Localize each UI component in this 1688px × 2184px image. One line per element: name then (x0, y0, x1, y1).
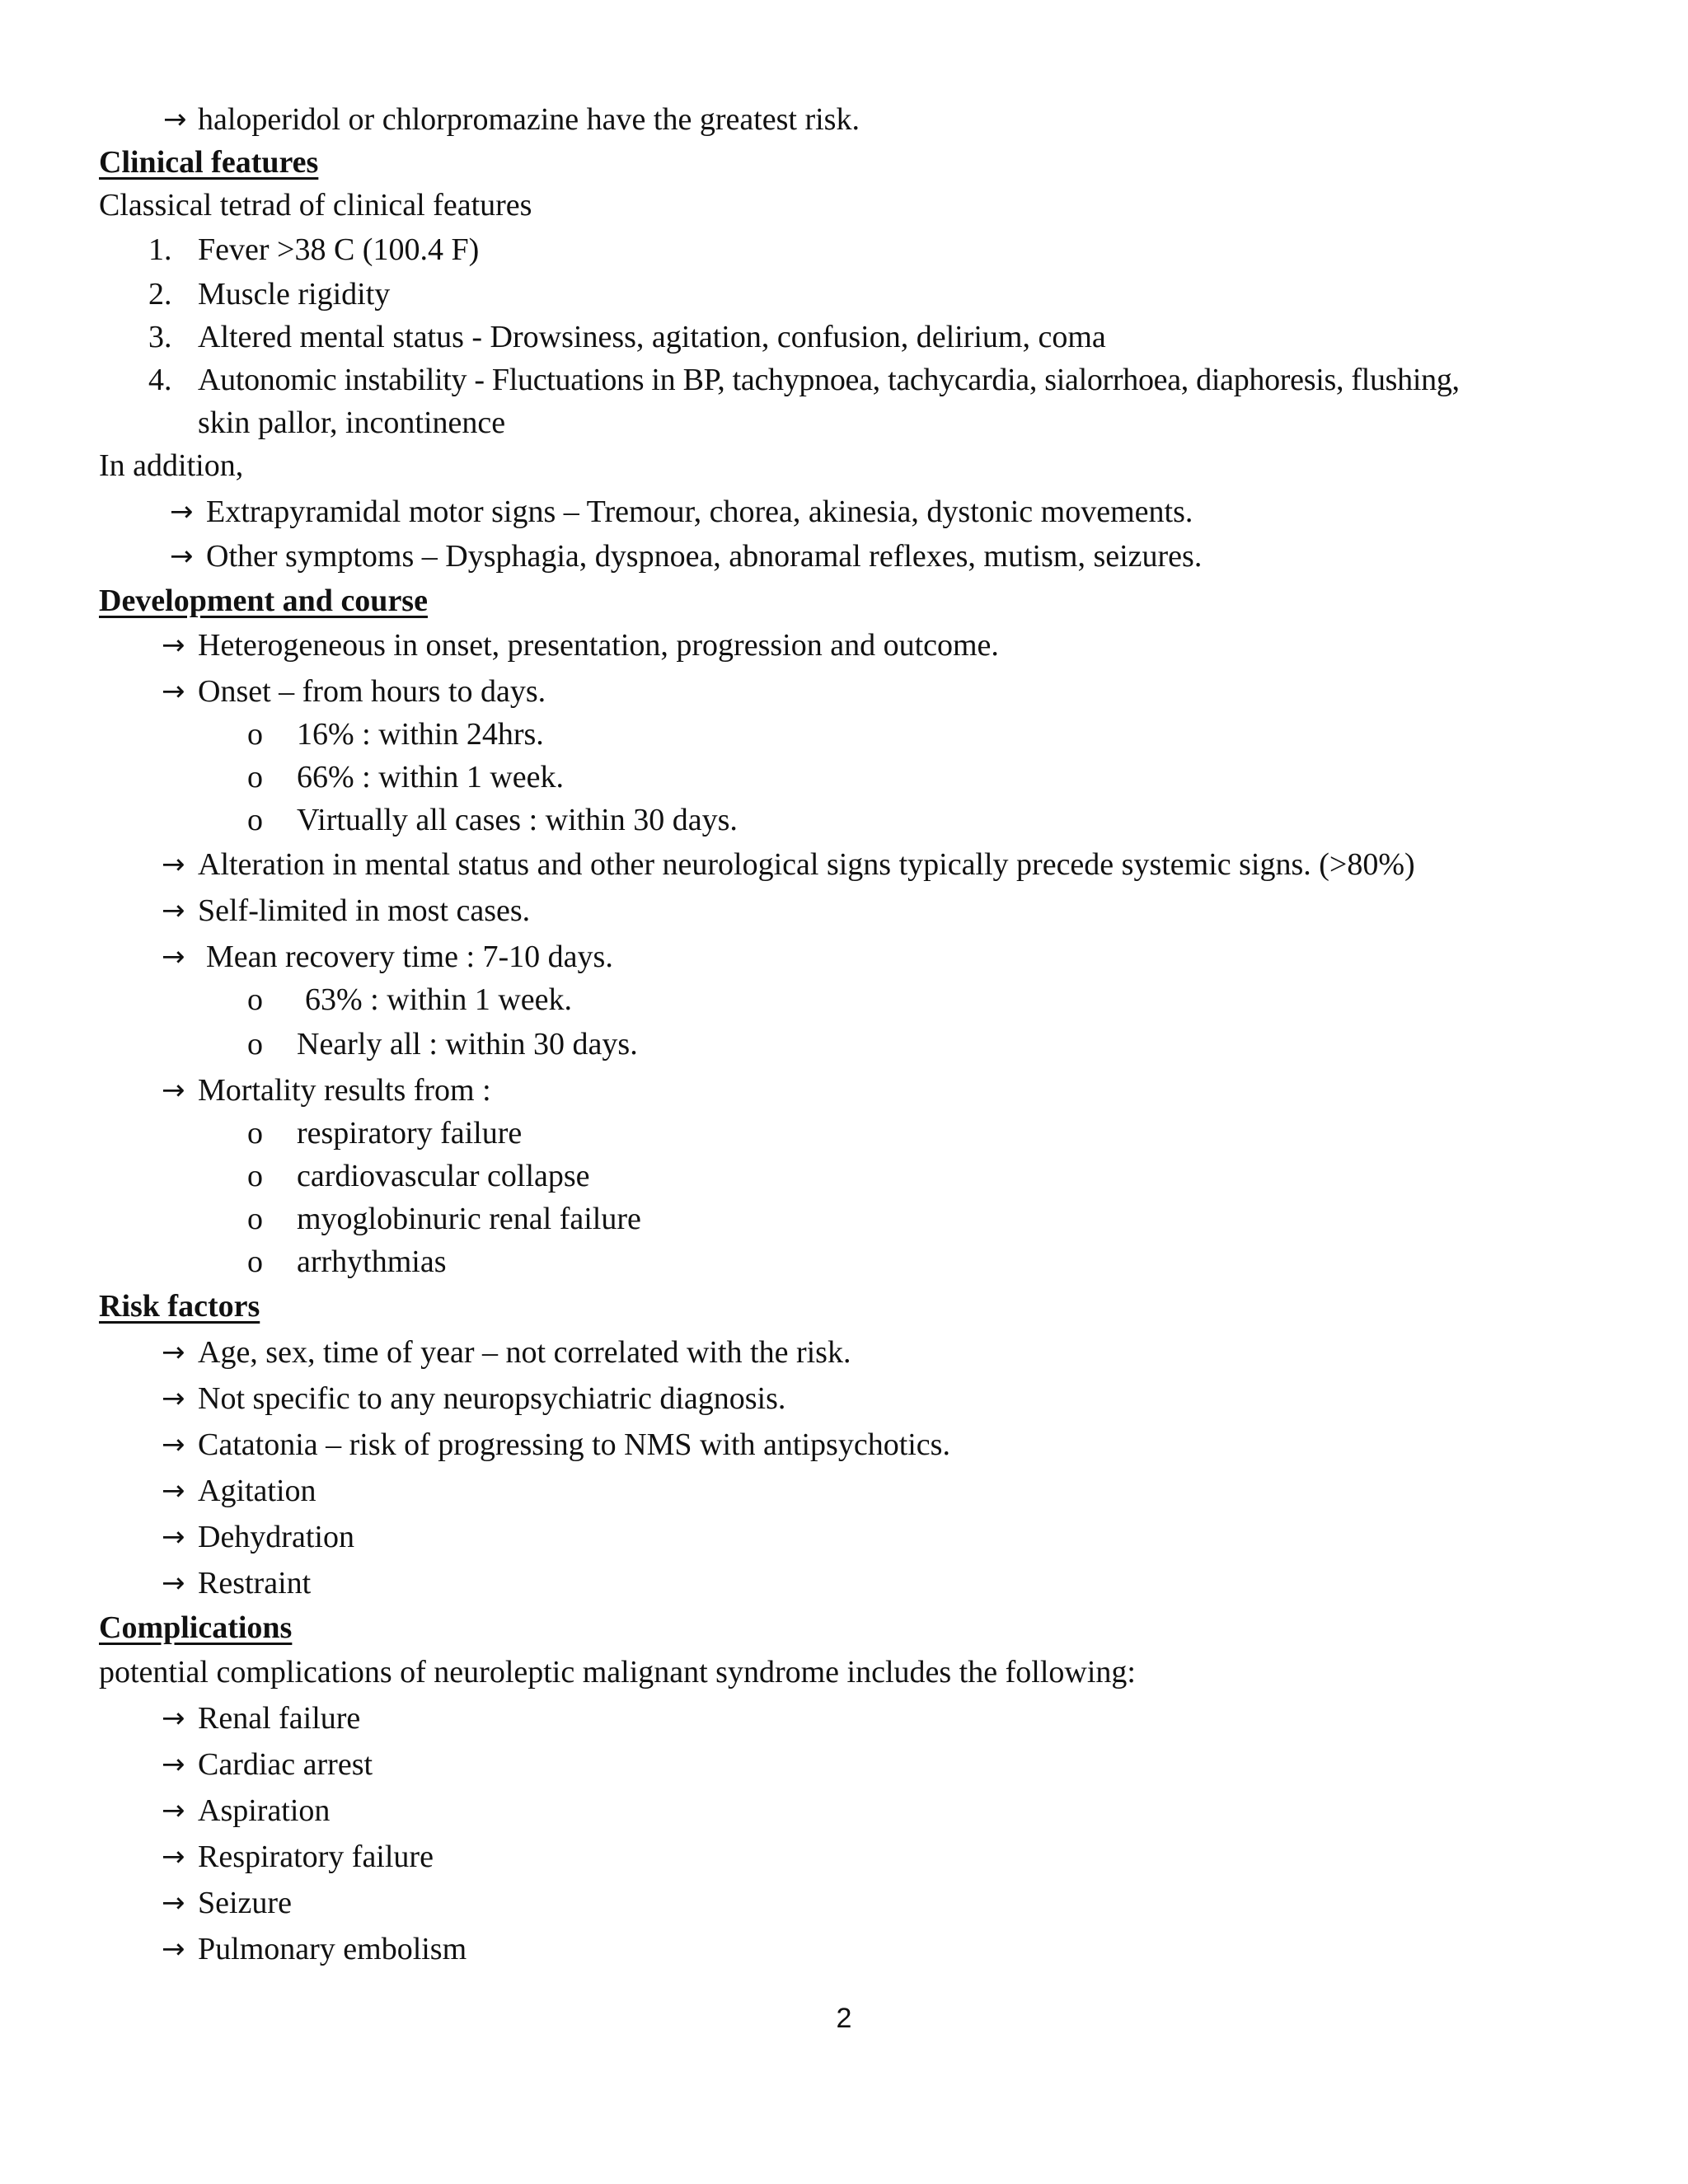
arrow-icon: → (163, 103, 187, 136)
arrow-icon: → (170, 495, 194, 528)
list-item-text: Mortality results from : (198, 1073, 491, 1108)
arrow-icon: → (162, 1886, 185, 1919)
list-item-text: Heterogeneous in onset, presentation, progression and outcome. (198, 628, 999, 663)
item-text: Fever >38 C (100.4 F) (198, 232, 480, 267)
item-number: 4. (148, 363, 172, 397)
arrow-icon: → (162, 1521, 185, 1554)
arrow-icon: → (170, 540, 194, 573)
section-intro: potential complications of neuroleptic malignant syndrome includes the following: (99, 1655, 1136, 1690)
sub-item-text: cardiovascular collapse (297, 1159, 590, 1193)
list-item-text: Pulmonary embolism (198, 1932, 467, 1966)
arrow-icon: → (162, 1474, 185, 1507)
arrow-icon: → (162, 1748, 185, 1781)
section-intro: Classical tetrad of clinical features (99, 188, 532, 223)
arrow-icon: → (162, 1074, 185, 1107)
sub-item-text: respiratory failure (297, 1116, 523, 1151)
list-item-text: Not specific to any neuropsychiatric diagnosis. (198, 1381, 786, 1416)
bullet-marker: o (247, 982, 263, 1017)
list-item-text: Catatonia – risk of progressing to NMS with antipsychotics. (198, 1427, 950, 1462)
list-item-text: Onset – from hours to days. (198, 674, 546, 709)
item-text: Autonomic instability - Fluctuations in BP, tachypnoea, tachycardia, sialorrhoea, diaphoresis, flushing, (198, 363, 1460, 397)
section-heading-development: Development and course (99, 583, 428, 618)
sub-item-text: myoglobinuric renal failure (297, 1202, 641, 1236)
bullet-marker: o (247, 1159, 263, 1193)
item-text: Muscle rigidity (198, 277, 391, 312)
arrow-icon: → (162, 1702, 185, 1735)
page-number: 2 (836, 2003, 852, 2034)
list-item-text: Extrapyramidal motor signs – Tremour, chorea, akinesia, dystonic movements. (206, 494, 1193, 529)
bullet-marker: o (247, 1244, 263, 1279)
list-item-text: Self-limited in most cases. (198, 893, 531, 928)
sub-item-text: 66% : within 1 week. (297, 760, 565, 794)
arrow-icon: → (162, 1382, 185, 1415)
bullet-marker: o (247, 1202, 263, 1236)
list-item-text: Dehydration (198, 1520, 354, 1554)
list-item-text: Cardiac arrest (198, 1747, 373, 1782)
arrow-icon: → (162, 629, 185, 662)
item-text: Altered mental status - Drowsiness, agitation, confusion, delirium, coma (198, 320, 1106, 354)
sub-item-text: arrhythmias (297, 1244, 447, 1279)
arrow-icon: → (162, 675, 185, 708)
sub-item-text: 63% : within 1 week. (305, 982, 573, 1017)
section-heading-complications: Complications (99, 1610, 293, 1645)
sub-item-text: Virtually all cases : within 30 days. (297, 803, 738, 837)
item-text-continuation: skin pallor, incontinence (198, 405, 506, 440)
sub-item-text: Nearly all : within 30 days. (297, 1027, 638, 1062)
list-item-text: Agitation (198, 1474, 316, 1508)
bullet-marker: o (247, 1116, 263, 1151)
arrow-icon: → (162, 1794, 185, 1827)
arrow-icon: → (162, 1933, 185, 1966)
list-item-text: Mean recovery time : 7-10 days. (206, 940, 613, 974)
arrow-icon: → (162, 848, 185, 881)
item-number: 1. (148, 232, 172, 267)
arrow-icon: → (162, 894, 185, 927)
list-item-text: Seizure (198, 1886, 292, 1920)
arrow-icon: → (162, 1840, 185, 1873)
arrow-icon: → (162, 940, 185, 973)
item-number: 3. (148, 320, 172, 354)
addition-label: In addition, (99, 448, 244, 483)
bullet-marker: o (247, 803, 263, 837)
list-item-text: Age, sex, time of year – not correlated with the risk. (198, 1335, 851, 1370)
arrow-icon: → (162, 1428, 185, 1461)
list-item-text: Respiratory failure (198, 1840, 434, 1874)
sub-item-text: 16% : within 24hrs. (297, 717, 544, 752)
bullet-marker: o (247, 717, 263, 752)
item-number: 2. (148, 277, 172, 312)
section-heading-clinical: Clinical features (99, 145, 319, 180)
list-item-text: Alteration in mental status and other neurological signs typically precede systemic signs. (>80%) (198, 847, 1415, 882)
list-item-text: Other symptoms – Dysphagia, dyspnoea, abnoramal reflexes, mutism, seizures. (206, 539, 1203, 574)
bullet-marker: o (247, 760, 263, 794)
list-item-text: Renal failure (198, 1701, 361, 1736)
list-item-text: Aspiration (198, 1793, 331, 1828)
arrow-icon: → (162, 1567, 185, 1600)
arrow-icon: → (162, 1336, 185, 1369)
section-heading-risk: Risk factors (99, 1289, 260, 1324)
list-item-text: Restraint (198, 1566, 312, 1601)
list-item-text: haloperidol or chlorpromazine have the greatest risk. (198, 102, 860, 137)
bullet-marker: o (247, 1027, 263, 1062)
